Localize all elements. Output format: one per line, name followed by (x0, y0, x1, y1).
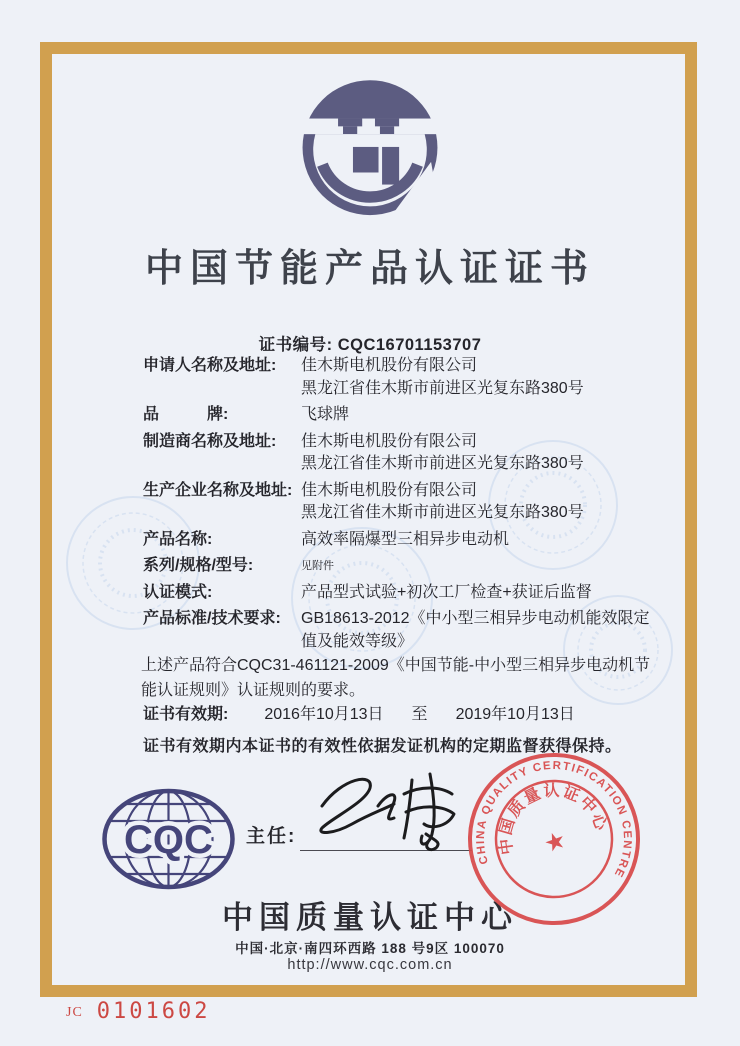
certificate-title: 中国节能产品认证证书 (144, 248, 595, 290)
cqc-logo-letters: CQC (124, 818, 213, 862)
field-row (143, 529, 673, 552)
field-row (143, 431, 673, 476)
stamp-inner-text: 中国质量认证中心 (497, 782, 610, 856)
field-value (301, 555, 673, 578)
certificate-number-label: 证书编号: (258, 336, 338, 354)
cqc-globe-logo (100, 787, 237, 891)
field-label: 品 牌: (143, 406, 229, 423)
field-row (143, 404, 673, 427)
stamp-star-icon: ★ (540, 825, 570, 859)
field-label: 生产企业名称及地址: (143, 481, 293, 499)
serial-prefix: JC (66, 1005, 83, 1020)
field-value (301, 355, 673, 400)
field-value-line: 产品型式试验+初次工厂检查+获证后监督 (301, 583, 592, 601)
form-serial (66, 999, 211, 1024)
issuer-address: 中国·北京·南四环西路 188 号9区 100070 (235, 941, 505, 956)
field-label: 产品标准/技术要求: (143, 610, 281, 627)
field-value-line: 佳木斯电机股份有限公司 (301, 432, 478, 450)
valid-to-date: 2019年10月13日 (455, 706, 575, 723)
valid-to-word: 至 (411, 706, 428, 723)
field-value-line: 值及能效等级》 (301, 632, 414, 650)
validity-label: 证书有效期: (143, 706, 229, 723)
field-label: 系列/规格/型号: (143, 557, 254, 574)
field-label: 申请人名称及地址: (143, 357, 277, 374)
certificate-number-line (0, 331, 740, 355)
maintenance-note: 证书有效期内本证书的有效性依据发证机构的定期监督获得保持。 (143, 738, 622, 755)
issuer-website: http://www.cqc.com.cn (287, 957, 453, 973)
field-row (143, 555, 673, 578)
field-row (143, 355, 673, 400)
field-value-line: 高效率隔爆型三相异步电动机 (301, 530, 510, 548)
director-label: 主任: (246, 826, 297, 847)
field-label: 制造商名称及地址: (143, 432, 277, 450)
certificate-fields (143, 355, 673, 657)
field-value (301, 582, 673, 605)
valid-from-date: 2016年10月13日 (264, 706, 384, 723)
field-value (301, 431, 673, 476)
issuer-name: 中国质量认证中心 (222, 900, 518, 935)
compliance-statement: 上述产品符合CQC31-461121-2009《中国节能-中小型三相异步电动机节能认证规则》认证规则的要求。 (141, 657, 651, 699)
stamp-ring-text: CHINA QUALITY CERTIFICATION CENTRE (474, 759, 634, 880)
field-value-line: 佳木斯电机股份有限公司 (301, 357, 478, 374)
field-row (143, 582, 673, 605)
certificate-number-value: CQC16701153707 (337, 336, 482, 354)
field-value-line: 黑龙江省佳木斯市前进区光复东路380号 (301, 379, 584, 397)
energy-conservation-mark-icon (299, 78, 441, 218)
field-value-line: 飞球牌 (301, 406, 350, 423)
field-value-line: GB18613-2012《中小型三相异步电动机能效限定 (301, 610, 650, 627)
field-value (301, 529, 673, 552)
field-value-line: 见附件 (301, 560, 334, 572)
field-label: 认证模式: (143, 583, 213, 601)
field-value-line: 黑龙江省佳木斯市前进区光复东路380号 (301, 455, 584, 472)
field-row (143, 480, 673, 525)
field-value (301, 404, 673, 427)
field-value-line: 佳木斯电机股份有限公司 (301, 481, 478, 499)
director-signature (308, 766, 468, 854)
field-label: 产品名称: (143, 530, 213, 548)
field-value (301, 480, 673, 525)
field-row (143, 608, 673, 653)
serial-number: 0101602 (96, 999, 211, 1024)
field-value-line: 黑龙江省佳木斯市前进区光复东路380号 (301, 504, 584, 521)
validity-row (143, 701, 575, 724)
field-value (301, 608, 673, 653)
